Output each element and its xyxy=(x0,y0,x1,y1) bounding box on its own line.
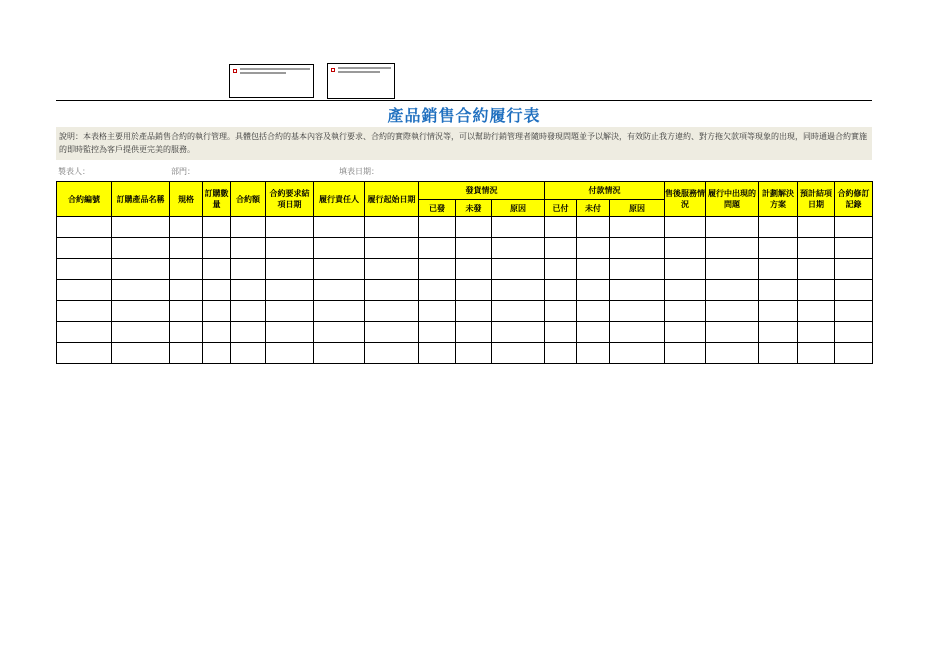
table-cell[interactable] xyxy=(57,322,112,343)
table-cell[interactable] xyxy=(57,238,112,259)
table-cell[interactable] xyxy=(112,238,170,259)
table-cell[interactable] xyxy=(798,301,835,322)
header-owner: 履行責任人 xyxy=(314,182,365,217)
table-cell[interactable] xyxy=(610,343,665,364)
table-cell[interactable] xyxy=(419,322,456,343)
header-start-date: 履行起始日期 xyxy=(365,182,419,217)
table-cell[interactable] xyxy=(231,259,266,280)
table-cell[interactable] xyxy=(577,343,610,364)
header-solution: 計劃解決方案 xyxy=(759,182,798,217)
table-cell[interactable] xyxy=(759,322,798,343)
table-row xyxy=(57,343,873,364)
table-cell[interactable] xyxy=(456,301,492,322)
table-cell[interactable] xyxy=(365,238,419,259)
table-cell[interactable] xyxy=(577,259,610,280)
table-row xyxy=(57,301,873,322)
table-cell[interactable] xyxy=(456,280,492,301)
table-cell[interactable] xyxy=(266,301,314,322)
table-cell[interactable] xyxy=(759,238,798,259)
table-cell[interactable] xyxy=(610,322,665,343)
table-cell[interactable] xyxy=(798,322,835,343)
table-cell[interactable] xyxy=(203,301,231,322)
table-cell[interactable] xyxy=(665,343,706,364)
table-row xyxy=(57,280,873,301)
table-cell[interactable] xyxy=(456,343,492,364)
table-row xyxy=(57,217,873,238)
table-cell[interactable] xyxy=(314,259,365,280)
table-cell[interactable] xyxy=(545,343,577,364)
description-box: 說明：本表格主要用於產品銷售合約的執行管理。具體包括合約的基本內容及執行要求、合約的實際執行情況等，可以幫助行銷管理者隨時發現問題並予以解決，有效防止我方違約、對方拖欠款項等現象的出現，同時通過合約實施的即時監控為客戶提供更完美的服務。 xyxy=(56,127,872,160)
table-cell[interactable] xyxy=(492,238,545,259)
table-cell[interactable] xyxy=(759,217,798,238)
table-cell[interactable] xyxy=(231,301,266,322)
table-row xyxy=(57,238,873,259)
table-cell[interactable] xyxy=(610,238,665,259)
table-cell[interactable] xyxy=(492,322,545,343)
table-cell[interactable] xyxy=(231,217,266,238)
table-cell[interactable] xyxy=(365,301,419,322)
table-cell[interactable] xyxy=(203,322,231,343)
table-row xyxy=(57,259,873,280)
table-cell[interactable] xyxy=(610,259,665,280)
table-cell[interactable] xyxy=(314,343,365,364)
table-cell[interactable] xyxy=(456,259,492,280)
table-cell[interactable] xyxy=(203,280,231,301)
table-cell[interactable] xyxy=(231,238,266,259)
header-rule xyxy=(56,100,872,101)
table-cell[interactable] xyxy=(665,322,706,343)
table-cell[interactable] xyxy=(545,217,577,238)
table-cell[interactable] xyxy=(798,217,835,238)
contract-table xyxy=(56,181,873,364)
table-cell[interactable] xyxy=(419,343,456,364)
table-cell[interactable] xyxy=(835,259,873,280)
header-revision: 合約修訂記錄 xyxy=(835,182,873,217)
table-cell[interactable] xyxy=(314,238,365,259)
table-cell[interactable] xyxy=(203,259,231,280)
table-cell[interactable] xyxy=(545,280,577,301)
table-cell[interactable] xyxy=(365,322,419,343)
table-cell[interactable] xyxy=(57,259,112,280)
table-cell[interactable] xyxy=(492,259,545,280)
table-cell[interactable] xyxy=(577,238,610,259)
table-cell[interactable] xyxy=(798,259,835,280)
table-cell[interactable] xyxy=(577,322,610,343)
table-cell[interactable] xyxy=(577,301,610,322)
thumb-line xyxy=(338,71,380,73)
table-cell[interactable] xyxy=(365,259,419,280)
table-cell[interactable] xyxy=(112,301,170,322)
table-cell[interactable] xyxy=(665,238,706,259)
table-cell[interactable] xyxy=(314,280,365,301)
table-cell[interactable] xyxy=(706,322,759,343)
header-quantity: 訂購數量 xyxy=(203,182,231,217)
table-cell[interactable] xyxy=(665,280,706,301)
table-cell[interactable] xyxy=(419,238,456,259)
table-cell[interactable] xyxy=(365,217,419,238)
subheader-paid: 已付 xyxy=(545,200,577,217)
table-cell[interactable] xyxy=(610,280,665,301)
thumb-line xyxy=(240,72,286,74)
table-cell[interactable] xyxy=(706,280,759,301)
table-cell[interactable] xyxy=(545,259,577,280)
table-cell[interactable] xyxy=(492,301,545,322)
table-cell[interactable] xyxy=(365,280,419,301)
table-cell[interactable] xyxy=(798,280,835,301)
header-shipping: 發貨情況 xyxy=(419,182,545,200)
header-amount: 合約額 xyxy=(231,182,266,217)
table-cell[interactable] xyxy=(314,322,365,343)
table-cell[interactable] xyxy=(835,322,873,343)
table-cell[interactable] xyxy=(231,343,266,364)
table-cell[interactable] xyxy=(57,280,112,301)
table-cell[interactable] xyxy=(610,301,665,322)
table-cell[interactable] xyxy=(266,343,314,364)
table-cell[interactable] xyxy=(835,217,873,238)
table-cell[interactable] xyxy=(170,280,203,301)
table-body xyxy=(57,217,873,364)
table-cell[interactable] xyxy=(492,217,545,238)
table-cell[interactable] xyxy=(170,259,203,280)
table-cell[interactable] xyxy=(266,238,314,259)
table-cell[interactable] xyxy=(835,301,873,322)
table-cell[interactable] xyxy=(266,259,314,280)
table-cell[interactable] xyxy=(112,280,170,301)
table-cell[interactable] xyxy=(577,217,610,238)
table-cell[interactable] xyxy=(492,343,545,364)
table-cell[interactable] xyxy=(57,343,112,364)
table-cell[interactable] xyxy=(112,322,170,343)
table-cell[interactable] xyxy=(419,259,456,280)
table-cell[interactable] xyxy=(492,280,545,301)
table-row xyxy=(57,322,873,343)
table-cell[interactable] xyxy=(759,259,798,280)
subheader-payment-reason: 原因 xyxy=(610,200,665,217)
table-cell[interactable] xyxy=(203,238,231,259)
subheader-unpaid: 未付 xyxy=(577,200,610,217)
table-cell[interactable] xyxy=(665,259,706,280)
header-after-sales: 售後服務情況 xyxy=(665,182,706,217)
table-cell[interactable] xyxy=(835,280,873,301)
embedded-note-thumbnail xyxy=(229,64,314,98)
table-cell[interactable] xyxy=(419,217,456,238)
table-cell[interactable] xyxy=(759,280,798,301)
table-cell[interactable] xyxy=(57,217,112,238)
thumb-line xyxy=(240,68,310,70)
table-cell[interactable] xyxy=(57,301,112,322)
table-cell[interactable] xyxy=(545,238,577,259)
table-cell[interactable] xyxy=(170,301,203,322)
table-cell[interactable] xyxy=(456,322,492,343)
table-cell[interactable] xyxy=(314,217,365,238)
header-contract-no: 合約編號 xyxy=(57,182,112,217)
table-cell[interactable] xyxy=(112,217,170,238)
table-cell[interactable] xyxy=(266,322,314,343)
table-cell[interactable] xyxy=(365,343,419,364)
table-cell[interactable] xyxy=(706,217,759,238)
table-cell[interactable] xyxy=(456,238,492,259)
subheader-shipped: 已發 xyxy=(419,200,456,217)
header-product-name: 訂購產品名稱 xyxy=(112,182,170,217)
subheader-not-shipped: 未發 xyxy=(456,200,492,217)
table-cell[interactable] xyxy=(231,280,266,301)
table-cell[interactable] xyxy=(759,301,798,322)
table-cell[interactable] xyxy=(419,301,456,322)
table-cell[interactable] xyxy=(610,217,665,238)
table-cell[interactable] xyxy=(170,322,203,343)
table-cell[interactable] xyxy=(456,217,492,238)
table-cell[interactable] xyxy=(545,322,577,343)
header-issues: 履行中出現的問題 xyxy=(706,182,759,217)
table-cell[interactable] xyxy=(835,343,873,364)
note-marker-icon xyxy=(233,69,237,73)
table-cell[interactable] xyxy=(419,280,456,301)
table-cell[interactable] xyxy=(112,343,170,364)
table-cell[interactable] xyxy=(577,280,610,301)
table-cell[interactable] xyxy=(665,217,706,238)
header-deadline: 合約要求結項日期 xyxy=(266,182,314,217)
header-payment: 付款情況 xyxy=(545,182,665,200)
table-cell[interactable] xyxy=(170,343,203,364)
table-cell[interactable] xyxy=(170,217,203,238)
thumb-line xyxy=(338,67,391,69)
header-expected-close: 預計結項日期 xyxy=(798,182,835,217)
header-spec: 規格 xyxy=(170,182,203,217)
table-cell[interactable] xyxy=(759,343,798,364)
preparer-label: 製表人： xyxy=(58,167,90,176)
table-cell[interactable] xyxy=(798,343,835,364)
page-title: 產品銷售合約履行表 xyxy=(387,106,541,125)
table-cell[interactable] xyxy=(706,238,759,259)
table-cell[interactable] xyxy=(231,322,266,343)
table-cell[interactable] xyxy=(706,301,759,322)
table-cell[interactable] xyxy=(314,301,365,322)
fill-date-label: 填表日期： xyxy=(339,167,379,176)
table-cell[interactable] xyxy=(266,217,314,238)
table-cell[interactable] xyxy=(170,238,203,259)
table-cell[interactable] xyxy=(112,259,170,280)
table-cell[interactable] xyxy=(798,238,835,259)
note-marker-icon xyxy=(331,68,335,72)
table-cell[interactable] xyxy=(545,301,577,322)
table-cell[interactable] xyxy=(203,217,231,238)
table-cell[interactable] xyxy=(203,343,231,364)
table-cell[interactable] xyxy=(835,238,873,259)
department-label: 部門： xyxy=(171,167,195,176)
table-cell[interactable] xyxy=(266,280,314,301)
subheader-shipping-reason: 原因 xyxy=(492,200,545,217)
embedded-note-thumbnail xyxy=(327,63,395,99)
table-cell[interactable] xyxy=(706,259,759,280)
table-cell[interactable] xyxy=(665,301,706,322)
table-cell[interactable] xyxy=(706,343,759,364)
